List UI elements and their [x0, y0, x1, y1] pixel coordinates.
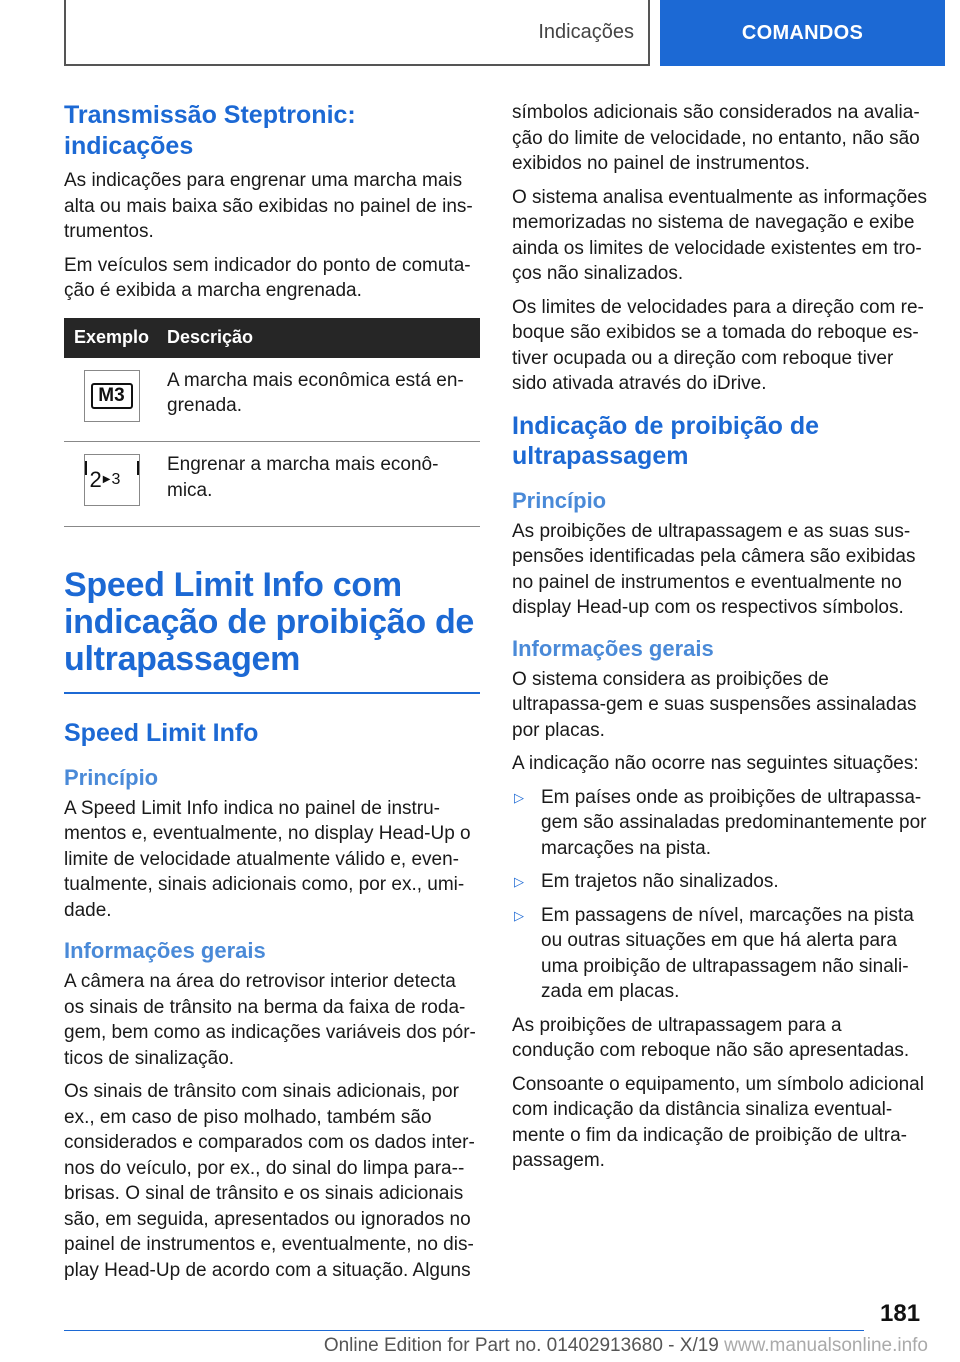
triangle-bullet-icon: ▷	[514, 907, 524, 923]
table-cell-description: A marcha mais econômica está en-grenada.	[159, 358, 480, 442]
table-cell-icon	[64, 358, 159, 442]
header-chapter-tab	[660, 0, 945, 66]
paragraph: A indicação não ocorre nas seguintes situações:	[512, 753, 919, 774]
heading-proibicao-ultrapassagem: Indicação de proibição de ultrapassagem	[512, 411, 820, 470]
table-row	[64, 442, 480, 527]
gear-indication-table	[64, 318, 480, 527]
triangle-bullet-icon: ▷	[514, 874, 524, 889]
footer-edition	[64, 1335, 928, 1357]
footer-watermark: www.manualsonline.info	[724, 1335, 928, 1356]
triangle-bullet-icon: ▷	[514, 789, 524, 805]
heading-principio: Princípio	[512, 487, 607, 513]
shift-current-gear: 2	[89, 467, 102, 493]
list-item-text: Em passagens de nível, marcações na pista ou outras situações em que há alerta para uma proibição de ultrapassagem não sinali-zada em placas.	[541, 904, 914, 1002]
heading-speed-limit-info-main: Speed Limit Info com indicação de proibição de ultrapassagem	[64, 567, 480, 694]
paragraph: Os limites de velocidades para a direção com re-boque são exibidos se a tomada do reboque es-tiver ocupada ou a direção com reboque tiver sido ativada através do iDrive.	[512, 296, 924, 394]
paragraph: O sistema considera as proibições de ultrapassa-gem e suas suspensões assinaladas por placas.	[512, 668, 917, 741]
paragraph: O sistema analisa eventualmente as informações memorizadas no sistema de navegação e exibe ainda os limites de velocidade existentes em tro-ços não sinalizados.	[512, 186, 928, 284]
footer-rule	[64, 1330, 864, 1331]
gear-m3-icon	[84, 370, 140, 422]
heading-steptronic: Transmissão Steptronic: indicações	[64, 101, 356, 160]
paragraph: A câmera na área do retrovisor interior detecta os sinais de trânsito na berma da faixa de roda-gem, bem como as indicações variáveis dos pór-ticos de sinalização.	[64, 971, 476, 1069]
table-cell-icon	[64, 442, 159, 527]
heading-informacoes-gerais: Informações gerais	[64, 938, 266, 963]
table-header-row	[64, 318, 480, 358]
left-column	[64, 100, 480, 1291]
header-section-label: Indicações	[538, 20, 634, 43]
table-cell-description: Engrenar a marcha mais econô-mica.	[159, 442, 480, 527]
paragraph: Os sinais de trânsito com sinais adicionais, por ex., em caso de piso molhado, também são considerados e comparados com os dados inter-nos do veículo, por ex., do sinal do limpa para--brisas. O sinal de trânsito e os sinais adicionais são, em seguida, apresentados ou ignorados no painel de instrumentos e, eventualmente, no dis-play Head-Up de acordo com a situação. Alguns	[64, 1081, 475, 1281]
list-item-text: Em trajetos não sinalizados.	[541, 871, 779, 892]
shift-up-icon	[84, 454, 140, 506]
list-item	[512, 903, 928, 1005]
paragraph: símbolos adicionais são considerados na avalia-ção do limite de velocidade, no entanto, não são exibidos no painel de instrumentos.	[512, 102, 920, 174]
paragraph: Em veículos sem indicador do ponto de comuta-ção é exibida a marcha engrenada.	[64, 254, 471, 301]
table-header-example: Exemplo	[64, 318, 159, 358]
page-number: 181	[880, 1300, 921, 1327]
paragraph: As proibições de ultrapassagem e as suas sus-pensões identificadas pela câmera são exibidas no painel de instrumentos e eventualmente no display Head-up com os respectivos símbolos.	[512, 520, 916, 618]
list-item	[512, 785, 928, 862]
shift-arrow-icon: ▶	[102, 474, 111, 486]
paragraph: A Speed Limit Info indica no painel de instru-mentos e, eventualmente, no display Head-Up o limite de velocidade atualmente válido e, even-tualmente, sinais adicionais como, por ex., umi-dade.	[64, 797, 471, 921]
gear-m3-label: M3	[91, 383, 133, 409]
right-column	[512, 100, 928, 1182]
table-header-description: Descrição	[159, 318, 480, 358]
heading-principio: Princípio	[64, 764, 159, 790]
shift-target-gear: 3	[111, 471, 121, 489]
paragraph: As indicações para engrenar uma marcha mais alta ou mais baixa são exibidas no painel de ins-trumentos.	[64, 170, 473, 242]
paragraph: Consoante o equipamento, um símbolo adicional com indicação da distância sinaliza eventual-mente o fim da indicação de proibição de ultra-passagem.	[512, 1073, 924, 1171]
paragraph: As proibições de ultrapassagem para a condução com reboque não são apresentadas.	[512, 1014, 910, 1061]
list-item-text: Em países onde as proibições de ultrapassa-gem são assinaladas predominantemente por marcações na pista.	[541, 786, 927, 859]
list-item	[512, 869, 928, 895]
header-section-tab	[64, 0, 650, 66]
header-chapter-label: COMANDOS	[741, 21, 864, 44]
heading-speed-limit-info: Speed Limit Info	[64, 718, 259, 747]
table-row	[64, 358, 480, 442]
heading-informacoes-gerais: Informações gerais	[512, 635, 714, 661]
footer-edition-text: Online Edition for Part no. 01402913680 - X/19	[323, 1335, 719, 1356]
